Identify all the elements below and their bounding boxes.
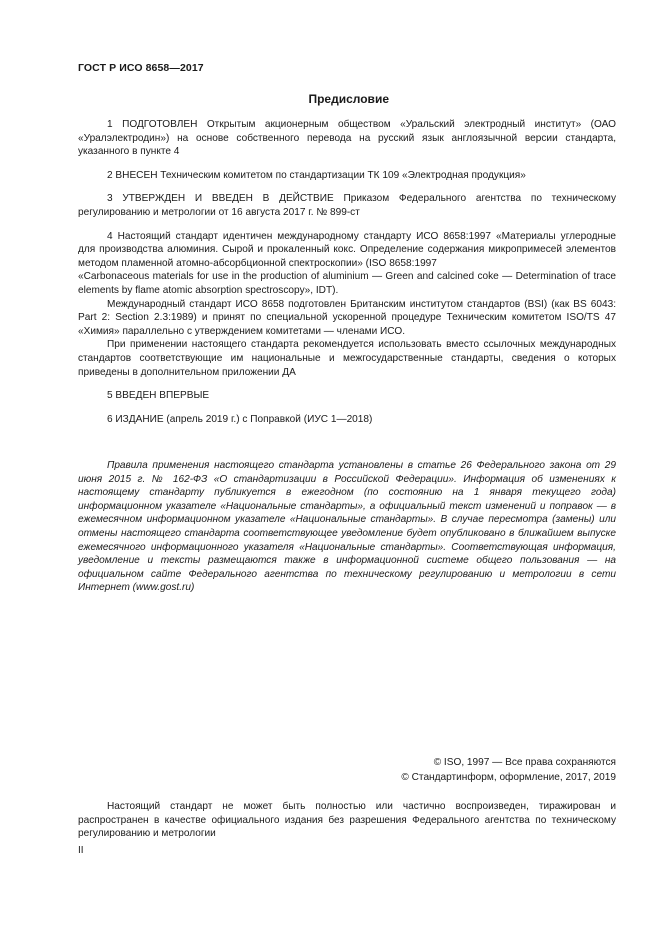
paragraph-4a bbox=[78, 230, 616, 271]
paragraph-1: 1 ПОДГОТОВЛЕН Открытым акционерным обществом «Уральский электродный институт» (ОАО «Уралэлектродин») на основе собственного перевода на русский язык англоязычной версии стандарта, указанного в пункте 4 bbox=[78, 119, 616, 158]
paragraph-4c: Международный стандарт ИСО 8658 подготовлен Британским институтом стандартов (BSI) (как BS 6043: Part 2: Section 2.3:1989) и принят по специальной ускоренной процедуре Техническим комитетом ISO/TS 47 «Химия» параллельно с утверждением комитетами — членами ИСО. bbox=[78, 298, 616, 337]
paragraph-4a-text: 4 Настоящий стандарт идентичен международному стандарту ИСО 8658:1997 «Материалы углеродные для производства алюминия. Сырой и прокаленный кокс. Определение содержания микропримесей элементов методом пламенной атомно-абсорбционной спектроскопии» (ISO 8658:1997 bbox=[78, 230, 616, 269]
copyright-block bbox=[300, 756, 616, 785]
document-id-header: ГОСТ Р ИСО 8658—2017 bbox=[78, 62, 204, 74]
page-number: II bbox=[78, 845, 84, 856]
page-title bbox=[78, 92, 616, 106]
copyright-standartinform: © Стандартинформ, оформление, 2017, 2019 bbox=[401, 771, 616, 783]
standard-application-note: Правила применения настоящего стандарта установлены в статье 26 Федерального закона от 29 июня 2015 г. № 162-ФЗ «О стандартизации в Российской Федерации». Информация об изменениях к настоящему стандарту публикуется в ежегодном (по состоянию на 1 января текущего года) информационном указателе «Национальные стандарты», а официальный текст изменений и поправок — в ежемесячном информационном указателе «Национальные стандарты». В случае пересмотра (замены) или отмены настоящего стандарта соответствующее уведомление будет опубликовано в ближайшем выпуске ежемесячного информационного указателя «Национальные стандарты». Соответствующая информация, уведомление и тексты размещаются также в информационной системе общего пользования — на официальном сайте Федерального агентства по техническому регулированию и метрологии в сети Интернет (www.gost.ru) bbox=[78, 460, 616, 594]
page-title-text: Предисловие bbox=[308, 92, 389, 106]
paragraph-6: 6 ИЗДАНИЕ (апрель 2019 г.) с Поправкой (ИУС 1—2018) bbox=[107, 413, 373, 425]
reproduction-notice: Настоящий стандарт не может быть полностью или частично воспроизведен, тиражирован и распространен в качестве официального издания без разрешения Федерального агентства по техническому регулированию и метрологии bbox=[78, 801, 616, 840]
paragraph-5: 5 ВВЕДЕН ВПЕРВЫЕ bbox=[107, 390, 210, 402]
paragraph-4b: «Carbonaceous materials for use in the production of aluminium — Green and calcined coke — Determination of trace elements by flame atomic absorption spectroscopy», IDT). bbox=[78, 271, 616, 296]
paragraph-4d: При применении настоящего стандарта рекомендуется использовать вместо ссылочных международных стандартов соответствующие им национальные и межгосударственные стандарты, сведения о которых приведены в дополнительном приложении ДА bbox=[78, 339, 616, 378]
foreword-body bbox=[78, 118, 616, 436]
paragraph-3: 3 УТВЕРЖДЕН И ВВЕДЕН В ДЕЙСТВИЕ Приказом Федерального агентства по техническому регулированию и метрологии от 16 августа 2017 г. № 899-ст bbox=[78, 193, 616, 218]
copyright-iso: © ISO, 1997 — Все права сохраняются bbox=[433, 757, 616, 768]
paragraph-2: 2 ВНЕСЕН Техническим комитетом по стандартизации ТК 109 «Электродная продукция» bbox=[107, 169, 526, 181]
